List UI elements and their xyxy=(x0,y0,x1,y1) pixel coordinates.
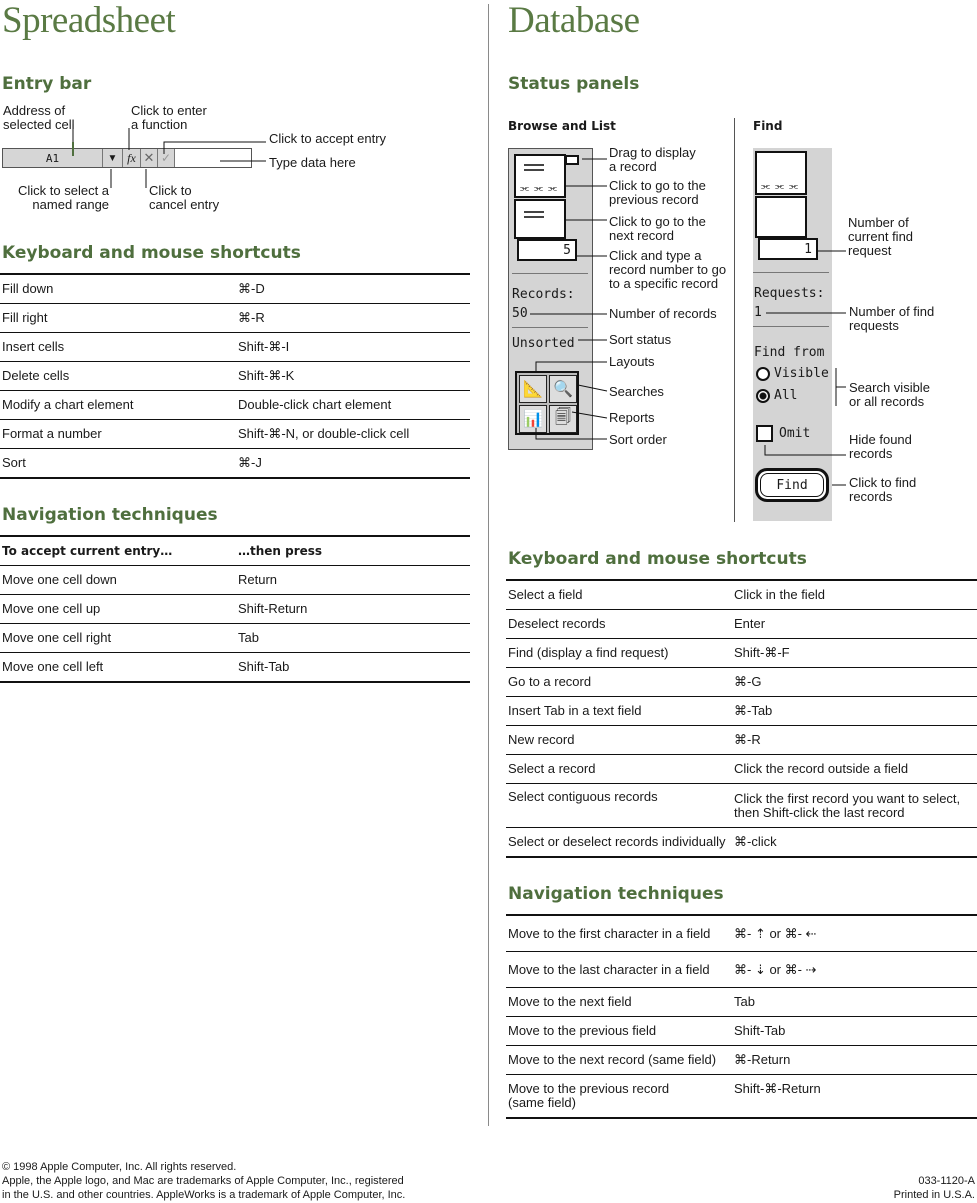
callout-sort-order: Sort order xyxy=(609,432,667,447)
footer-copyright: © 1998 Apple Computer, Inc. All rights reserved. Apple, the Apple logo, and Mac are trademarks of Apple Computer, Inc., registered in the U.S. and other countries. AppleWorks is a trademark of Apple Computer, Inc. xyxy=(2,1161,406,1201)
row-action: Fill right xyxy=(2,310,48,325)
row-keys: Shift-Return xyxy=(238,601,308,616)
callout-num-records: Number of records xyxy=(609,306,717,321)
row-action: Delete cells xyxy=(2,368,70,383)
visible-label: Visible xyxy=(774,366,829,381)
row-keys: Shift-⌘-F xyxy=(734,645,790,660)
row-keys: Double-click chart element xyxy=(238,397,392,412)
row-action: Sort xyxy=(2,455,26,470)
row-keys: Tab xyxy=(734,994,755,1009)
row-action: Select a field xyxy=(508,587,583,602)
table-row xyxy=(506,755,977,784)
callout-click-find: Click to find records xyxy=(849,475,917,504)
callout-search-visible: Search visible or all records xyxy=(849,380,930,409)
spreadsheet-shortcuts-title: Keyboard and mouse shortcuts xyxy=(2,243,301,263)
callout-type-data: Type data here xyxy=(269,155,356,170)
row-action: Move one cell up xyxy=(2,601,101,616)
row-keys: Click the first record you want to select, then Shift-click the last record xyxy=(734,790,961,820)
table-row xyxy=(506,726,977,755)
row-action: Insert Tab in a text field xyxy=(508,703,642,718)
row-keys: ⌘-R xyxy=(734,732,761,747)
row-keys: Shift-Tab xyxy=(238,659,290,674)
callout-searches: Searches xyxy=(609,384,664,399)
row-action: Move to the previous field xyxy=(508,1023,657,1038)
table-row xyxy=(506,988,977,1017)
row-keys: Tab xyxy=(238,630,259,645)
row-action: Find (display a find request) xyxy=(508,645,669,660)
row-action: Select contiguous records xyxy=(508,789,658,804)
row-action: Move one cell down xyxy=(2,572,117,587)
layout-tool-icon: 📐 xyxy=(523,381,543,398)
table-row xyxy=(506,610,977,639)
row-action: Move to the previous record (same field) xyxy=(508,1081,670,1110)
row-action: New record xyxy=(508,732,575,747)
row-keys: ⌘- ⇡ or ⌘- ⇠ xyxy=(734,925,817,941)
row-action: Move to the first character in a field xyxy=(508,925,711,941)
callout-previous: Click to go to the previous record xyxy=(609,178,706,207)
table-row xyxy=(506,1017,977,1046)
triangle-down-icon: ▼ xyxy=(107,152,118,164)
find-book-page-top[interactable]: ⫘⫘⫘ xyxy=(755,151,807,195)
database-navigation-title: Navigation techniques xyxy=(508,884,724,904)
row-action: Move to the next field xyxy=(508,994,632,1009)
table-row xyxy=(0,624,470,653)
row-action: Go to a record xyxy=(508,674,592,689)
footer-part-code: 033-1120-A xyxy=(918,1175,975,1187)
requests-count: 1 xyxy=(754,305,762,320)
table-row xyxy=(506,828,977,856)
row-action: Move to the next record (same field) xyxy=(508,1052,717,1067)
callout-accept: Click to accept entry xyxy=(269,131,387,146)
table-row xyxy=(506,1075,977,1117)
table-row xyxy=(506,916,977,952)
documents-icon: 🗐 xyxy=(555,408,571,426)
header-keys: …then press xyxy=(238,544,323,558)
callout-drag: Drag to display a record xyxy=(609,145,696,174)
database-navigation-table xyxy=(506,914,977,1119)
callout-function: Click to enter a function xyxy=(131,103,207,132)
row-keys: ⌘-click xyxy=(734,834,777,849)
row-action: Move to the last character in a field xyxy=(508,961,710,977)
find-from-label: Find from xyxy=(754,345,825,360)
callout-current-request: Number of current find request xyxy=(848,215,914,258)
table-row xyxy=(506,952,977,988)
table-header-row xyxy=(0,537,470,566)
records-count: 50 xyxy=(512,306,528,321)
table-row xyxy=(506,1046,977,1075)
database-title: Database xyxy=(508,0,640,41)
row-action: Fill down xyxy=(2,281,54,296)
table-row xyxy=(506,784,977,828)
table-row xyxy=(506,639,977,668)
callout-named-range: Click to select a named range xyxy=(18,183,110,212)
table-row xyxy=(0,653,470,681)
sort-status: Unsorted xyxy=(512,336,575,351)
record-number: 5 xyxy=(563,242,571,258)
row-keys: Return xyxy=(238,572,278,587)
fx-icon: fx xyxy=(127,150,136,165)
row-action: Select or deselect records individually xyxy=(508,834,726,849)
request-number: 1 xyxy=(804,241,812,257)
magnifier-icon: 🔍 xyxy=(553,381,573,398)
callout-next: Click to go to the next record xyxy=(609,214,706,243)
entry-bar-title: Entry bar xyxy=(2,74,92,94)
records-label: Records: xyxy=(512,287,575,302)
row-action: Move one cell right xyxy=(2,630,112,645)
callout-sort-status: Sort status xyxy=(609,332,672,347)
row-keys: ⌘-Return xyxy=(734,1052,791,1067)
find-button-label: Find xyxy=(776,477,808,493)
row-keys: Shift-⌘-I xyxy=(238,339,290,354)
table-row xyxy=(506,581,977,610)
row-keys: ⌘-D xyxy=(238,281,265,296)
book-page-top[interactable]: ⫘⫘⫘ xyxy=(514,154,566,198)
callout-layouts: Layouts xyxy=(609,354,655,369)
checkmark-icon: ✓ xyxy=(160,151,172,165)
all-label: All xyxy=(774,388,798,403)
database-shortcuts-title: Keyboard and mouse shortcuts xyxy=(508,549,807,569)
row-keys: ⌘-Tab xyxy=(734,703,773,718)
requests-label: Requests: xyxy=(754,286,825,301)
find-title: Find xyxy=(753,119,783,133)
row-action: Select a record xyxy=(508,761,596,776)
row-action: Move one cell left xyxy=(2,659,104,674)
spreadsheet-title: Spreadsheet xyxy=(2,0,176,41)
table-row xyxy=(506,668,977,697)
row-keys: Shift-Tab xyxy=(734,1023,786,1038)
status-panels-title: Status panels xyxy=(508,74,640,94)
table-row xyxy=(506,697,977,726)
row-action: Deselect records xyxy=(508,616,606,631)
omit-label: Omit xyxy=(779,426,811,441)
row-keys: Click in the field xyxy=(734,587,826,602)
callout-cancel: Click to cancel entry xyxy=(149,183,220,212)
row-action: Modify a chart element xyxy=(2,397,134,412)
table-row xyxy=(0,595,470,624)
find-callout-lines xyxy=(0,0,977,520)
row-keys: ⌘-R xyxy=(238,310,265,325)
row-action: Format a number xyxy=(2,426,102,441)
callout-hide-found: Hide found records xyxy=(849,432,912,461)
database-shortcuts-table xyxy=(506,579,977,858)
callout-reports: Reports xyxy=(609,410,655,425)
row-keys: ⌘-J xyxy=(238,455,262,470)
row-keys: Shift-⌘-K xyxy=(238,368,295,383)
footer-printed: Printed in U.S.A. xyxy=(893,1189,975,1201)
row-keys: Click the record outside a field xyxy=(734,761,909,776)
callout-type-number: Click and type a record number to go to a specific record xyxy=(609,248,727,291)
row-keys: Shift-⌘-N, or double-click cell xyxy=(238,426,410,441)
row-keys: ⌘- ⇣ or ⌘- ⇢ xyxy=(734,961,817,977)
row-keys: ⌘-G xyxy=(734,674,762,689)
callout-address: Address of selected cell xyxy=(3,103,75,132)
cross-icon: ✕ xyxy=(143,150,155,165)
header-action: To accept current entry… xyxy=(2,544,173,558)
cell-address: A1 xyxy=(45,151,60,165)
spreadsheet-navigation-title: Navigation techniques xyxy=(2,505,218,525)
spreadsheet-navigation-table xyxy=(0,535,470,683)
callout-num-requests: Number of find requests xyxy=(849,304,935,333)
table-row xyxy=(0,566,470,595)
row-keys: Shift-⌘-Return xyxy=(734,1081,821,1096)
bar-chart-icon: 📊 xyxy=(523,411,543,428)
row-keys: Enter xyxy=(734,616,766,631)
browse-list-title: Browse and List xyxy=(508,119,616,133)
row-action: Insert cells xyxy=(2,339,65,354)
